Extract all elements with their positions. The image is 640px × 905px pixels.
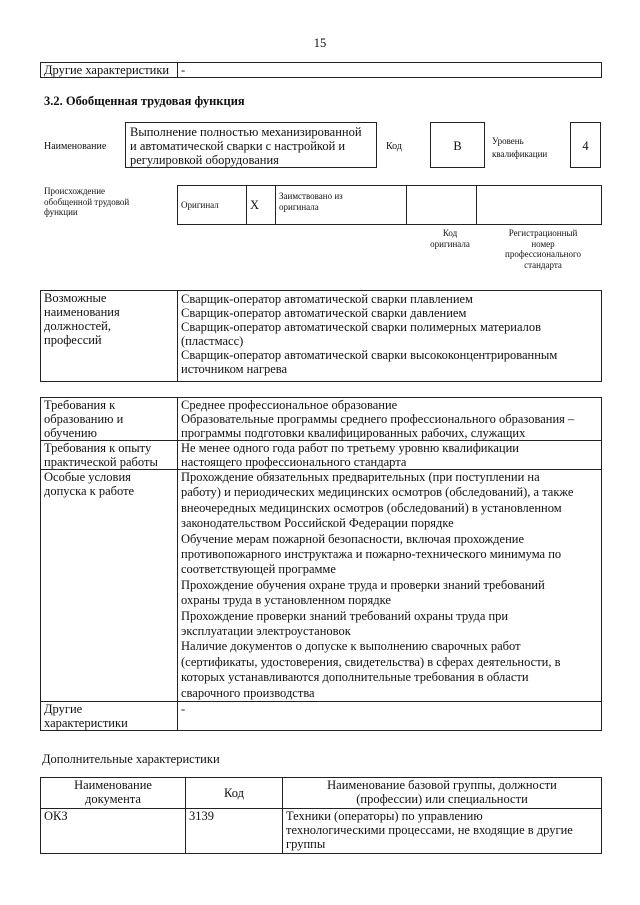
header-group-name-line: Наименование базовой группы, должности [327,778,557,792]
registration-caption-line: профессионального [505,249,581,259]
requirement-label-line: Другие [44,702,83,717]
header-group-name [283,778,602,809]
level-value-box [570,122,601,168]
borrowed-label-cell [276,186,407,225]
requirement-value-line: Образовательные программы среднего профессионального образования – [181,412,575,426]
origin-label [44,186,129,218]
requirement-label [41,470,178,702]
requirement-value-line: внеочередных медицинских осмотров (обследований) в установленном [181,500,562,515]
requirement-value-line: эксплуатации электроустановок [181,624,351,639]
section-title: 3.2. Обобщенная трудовая функция [44,94,245,108]
header-code [186,778,283,809]
code-value-box [430,122,485,168]
requirement-value-line: Среднее профессиональное образование [181,398,398,412]
function-name-box [125,122,377,168]
requirement-label-line: характеристики [44,716,128,731]
requirement-label-line: допуска к работе [44,484,135,498]
original-mark-cell [247,186,276,225]
row-document: ОКЗ [41,809,186,854]
row-group-name-line: технологическими процессами, не входящие в другие [286,823,573,837]
header-group-name-line: (профессии) или специальности [356,792,528,806]
level-label-line: квалификации [492,148,548,159]
requirement-value-line: - [181,702,186,717]
requirement-label-line: обучению [44,426,97,440]
requirement-label-line: образованию и [44,412,124,426]
header-document-line: Наименование [74,778,152,792]
original-label-cell [178,186,247,225]
requirement-label-line: Требования к опыту [44,441,152,455]
header-document [41,778,186,809]
header-code-text: Код [224,786,244,800]
table-row [41,809,602,854]
positions-label [41,291,178,382]
requirements-table [40,397,602,731]
function-name-line: регулировкой оборудования [130,153,279,167]
table-header-row [41,778,602,809]
level-value: 4 [582,139,589,153]
original-mark: X [250,198,260,212]
row-group-name-line: группы [286,837,326,851]
requirement-value-line: настоящего профессионального стандарта [181,455,407,469]
requirement-value [178,702,602,731]
requirement-value-line: Обучение мерам пожарной безопасности, включая прохождение [181,531,524,546]
requirement-label-line: Требования к [44,398,116,412]
requirement-value [178,398,602,441]
positions-table [40,290,602,382]
borrowed-label-line: Заимствовано из [279,191,343,201]
row-code: 3139 [186,809,283,854]
requirement-label-line: практической работы [44,455,158,469]
origin-table [177,185,602,225]
registration-caption-line: номер [531,238,555,249]
top-characteristics-value: - [178,63,602,78]
position-line: Сварщик-оператор автоматической сварки полимерных материалов [181,320,542,334]
positions-label-line: наименования [44,305,120,319]
requirement-value-line: Прохождение обязательных предварительных (при поступлении на [181,470,540,484]
additional-title: Дополнительные характеристики [42,752,220,766]
requirement-value-line: Прохождение проверки знаний требований охраны труда при [181,608,509,623]
requirement-value [178,470,602,702]
name-label: Наименование [44,141,107,152]
requirement-value-line: Наличие документов о допуске к выполнению сварочных работ [181,639,521,654]
requirement-value-line: противопожарного инструктажа и пожарно-технического минимума по [181,547,562,562]
code-value: B [453,139,462,153]
header-document-line: документа [85,792,141,806]
registration-number-cell [477,186,602,225]
top-characteristics-label: Другие характеристики [41,63,178,78]
origin-label-line: функции [44,207,78,217]
origin-label-line: обобщенной трудовой [44,196,130,207]
additional-table [40,777,602,854]
origin-label-line: Происхождение [44,186,106,196]
requirement-value-line: работу) и периодических медицинских осмотров (обследований), а также [181,485,574,500]
positions-label-line: Возможные [44,291,107,305]
table-row [41,702,602,731]
borrowed-label-line: оригинала [279,201,319,212]
code-label: Код [386,141,402,152]
requirement-label [41,441,178,470]
row-group-name [283,809,602,854]
position-line: Сварщик-оператор автоматической сварки высококонцентрированным [181,348,558,362]
requirement-label [41,398,178,441]
code-caption-line: Код [442,228,458,238]
requirement-label [41,702,178,731]
requirement-value-line: (сертификаты, удостоверения, свидетельства) в сферах деятельности, в [181,654,561,669]
registration-caption-line: стандарта [524,259,562,270]
requirement-value-line: программы подготовки квалифицированных рабочих, служащих [181,426,526,440]
positions-label-line: профессий [44,333,102,347]
requirement-value-line: которых устанавливаются дополнительные требования в области [181,670,529,685]
top-characteristics-table [40,62,602,78]
level-label-line: Уровень [492,136,524,146]
original-label: Оригинал [181,199,219,210]
requirement-value-line: Не менее одного года работ по третьему уровню квалификации [181,441,519,455]
positions-label-line: должностей, [44,319,111,333]
level-label [492,136,547,159]
function-name-line: и автоматической сварки с настройкой и [130,139,346,153]
position-line: Сварщик-оператор автоматической сварки давлением [181,306,467,320]
position-line: источником нагрева [181,362,288,376]
table-row [41,398,602,441]
requirement-value-line: охраны труда в установленном порядке [181,593,391,608]
original-code-cell [407,186,477,225]
table-row [41,441,602,470]
requirement-value [178,441,602,470]
page-number: 15 [313,36,327,50]
position-line: (пластмасс) [181,334,244,348]
function-name-line: Выполнение полностью механизированной [130,125,362,139]
positions-value [178,291,602,382]
code-caption [416,228,484,249]
requirement-value-line: соответствующей программе [181,562,336,577]
registration-caption [487,228,599,270]
requirement-value-line: законодательством Российской Федерации порядке [181,516,454,531]
position-line: Сварщик-оператор автоматической сварки плавлением [181,292,473,306]
requirement-value-line: сварочного производства [181,685,315,700]
registration-caption-line: Регистрационный [508,228,578,238]
code-caption-line: оригинала [430,238,470,249]
requirement-value-line: Прохождение обучения охране труда и проверки знаний требований [181,577,545,592]
row-group-name-line: Техники (операторы) по управлению [286,809,483,823]
table-row [41,470,602,702]
requirement-label-line: Особые условия [44,470,131,484]
